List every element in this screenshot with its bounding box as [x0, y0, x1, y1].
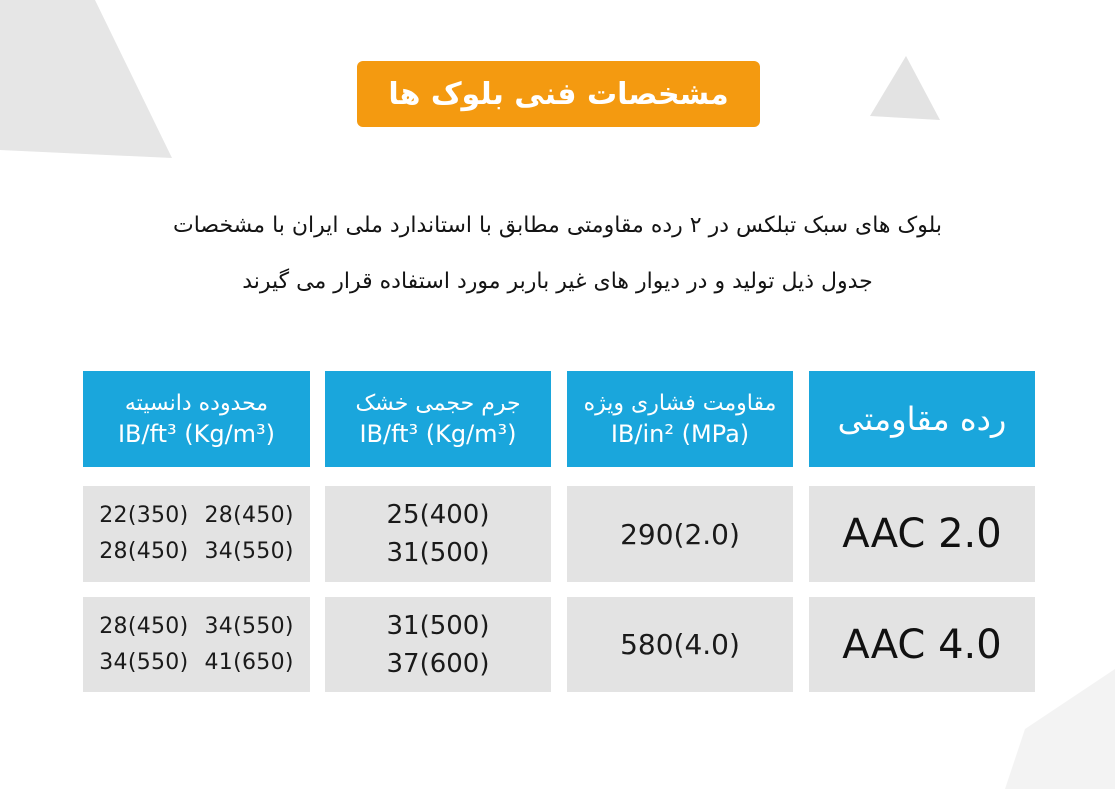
header-strength-unit: IB/in² (MPa): [610, 419, 750, 448]
range-value: 22(350): [99, 503, 189, 528]
range-value: 28(450): [99, 613, 189, 639]
decorative-triangle-small: [866, 56, 946, 122]
page-title: مشخصات فنی بلوک ها: [388, 76, 729, 112]
density-value: 31(500): [386, 610, 490, 641]
table-cell-density: [325, 486, 551, 582]
range-line: [99, 534, 294, 570]
strength-value: 580(4.0): [620, 628, 740, 661]
strength-value: 290(2.0): [620, 517, 740, 551]
header-grade: [809, 371, 1035, 467]
range-value: 34(550): [204, 613, 294, 639]
intro-line-2: جدول ذیل تولید و در دیوار های غیر باربر مورد استفاده قرار می گیرند: [242, 269, 873, 294]
range-value: 34(550): [204, 539, 294, 564]
intro-paragraph: [70, 198, 1045, 310]
range-line: [99, 609, 294, 645]
range-value: 28(450): [99, 539, 189, 564]
table-cell-strength: [567, 486, 793, 582]
header-grade-label: رده مقاومتی: [837, 400, 1007, 438]
table-cell-range: [83, 597, 310, 692]
decorative-triangle-top-left: [0, 0, 180, 160]
header-density-label: جرم حجمی خشک: [355, 390, 521, 416]
header-strength-label: مقاومت فشاری ویژه: [583, 390, 777, 416]
header-strength: [567, 371, 793, 467]
grade-value: AAC 4.0: [842, 621, 1002, 668]
density-value: 25(400): [386, 500, 490, 530]
grade-value: AAC 2.0: [842, 511, 1002, 557]
table-cell-grade: [809, 597, 1035, 692]
range-line: [99, 498, 294, 534]
range-line: [99, 645, 294, 681]
range-value: 41(650): [204, 649, 294, 675]
range-value: 28(450): [204, 503, 294, 528]
table-cell-range: [83, 486, 310, 582]
range-value: 34(550): [99, 649, 189, 675]
density-value: 31(500): [386, 538, 490, 568]
table-cell-density: [325, 597, 551, 692]
page-title-badge: [357, 61, 760, 127]
header-density: [325, 371, 551, 467]
header-range-unit: IB/ft³ (Kg/m³): [117, 419, 276, 448]
density-value: 37(600): [386, 648, 490, 679]
header-density-unit: IB/ft³ (Kg/m³): [359, 419, 517, 448]
table-cell-strength: [567, 597, 793, 692]
header-range: [83, 371, 310, 467]
header-range-label: محدوده دانسیته: [124, 390, 269, 416]
intro-line-1: بلوک های سبک تبلکس در ۲ رده مقاومتی مطابق با استاندارد ملی ایران با مشخصات: [172, 213, 942, 238]
table-cell-grade: [809, 486, 1035, 582]
